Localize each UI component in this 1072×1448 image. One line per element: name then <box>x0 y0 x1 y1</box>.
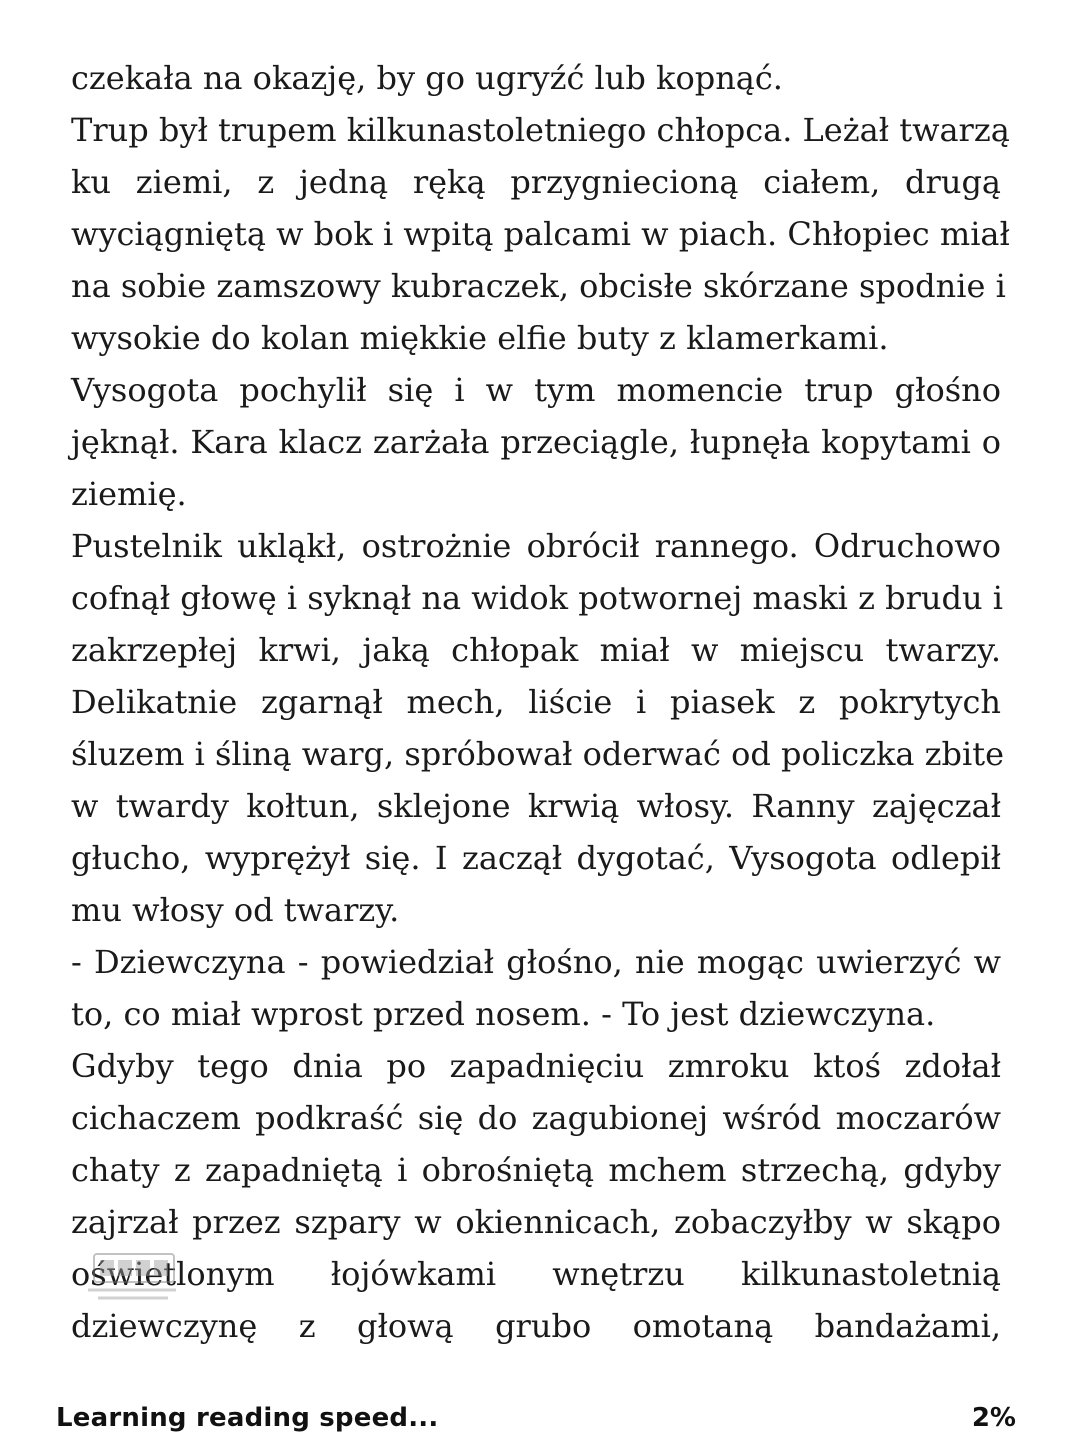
text-line: jęknął. Kara klacz zarżała przeciągle, łupnęła kopytami o <box>71 423 1001 461</box>
text-line: ku ziemi, z jedną ręką przygniecioną ciałem, drugą <box>71 163 1001 201</box>
watermark-logo <box>84 1252 182 1304</box>
text-line: Trup był trupem kilkunastoletniego chłopca. Leżał twarzą <box>71 111 1010 149</box>
text-line: to, co miał wprost przed nosem. - To jest dziewczyna. <box>71 995 936 1033</box>
text-line: - Dziewczyna - powiedział głośno, nie mogąc uwierzyć w <box>71 943 1001 981</box>
book-text <box>71 52 1010 1352</box>
reading-progress: 2% <box>971 1403 1016 1433</box>
text-line: chaty z zapadniętą i obrośniętą mchem strzechą, gdyby <box>71 1151 1001 1189</box>
text-line: zajrzał przez szpary w okiennicach, zobaczyłby w skąpo <box>71 1203 1001 1241</box>
text-line: Vysogota pochylił się i w tym momencie trup głośno <box>71 371 1001 409</box>
text-line: dziewczynę z głową grubo omotaną bandażami, <box>71 1307 1001 1345</box>
text-line: Delikatnie zgarnął mech, liście i piasek z pokrytych <box>71 683 1001 721</box>
text-line: wysokie do kolan miękkie elfie buty z klamerkami. <box>71 319 889 357</box>
text-line: głucho, wyprężył się. I zaczął dygotać, Vysogota odlepił <box>71 839 1001 877</box>
text-line: ziemię. <box>71 475 187 513</box>
text-line: wyciągniętą w bok i wpitą palcami w piach. Chłopiec miał <box>71 215 1010 253</box>
text-line: zakrzepłej krwi, jaką chłopak miał w miejscu twarzy. <box>71 631 1001 669</box>
watermark-icon <box>84 1252 182 1304</box>
text-line: Pustelnik ukląkł, ostrożnie obrócił rannego. Odruchowo <box>71 527 1001 565</box>
text-line: mu włosy od twarzy. <box>71 891 400 929</box>
text-line: śluzem i śliną warg, spróbował oderwać od policzka zbite <box>71 735 1005 773</box>
text-line: oświetlonym łojówkami wnętrzu kilkunastoletnią <box>71 1255 1001 1293</box>
text-line: w twardy kołtun, sklejone krwią włosy. Ranny zajęczał <box>71 787 1001 825</box>
text-line: cichaczem podkraść się do zagubionej wśród moczarów <box>71 1099 1001 1137</box>
text-line: czekała na okazję, by go ugryźć lub kopnąć. <box>71 59 783 97</box>
text-line: Gdyby tego dnia po zapadnięciu zmroku ktoś zdołał <box>71 1047 1001 1085</box>
text-line: cofnął głowę i syknął na widok potwornej maski z brudu i <box>71 579 1003 617</box>
reading-speed-status: Learning reading speed... <box>56 1403 439 1433</box>
text-line: na sobie zamszowy kubraczek, obcisłe skórzane spodnie i <box>71 267 1006 305</box>
